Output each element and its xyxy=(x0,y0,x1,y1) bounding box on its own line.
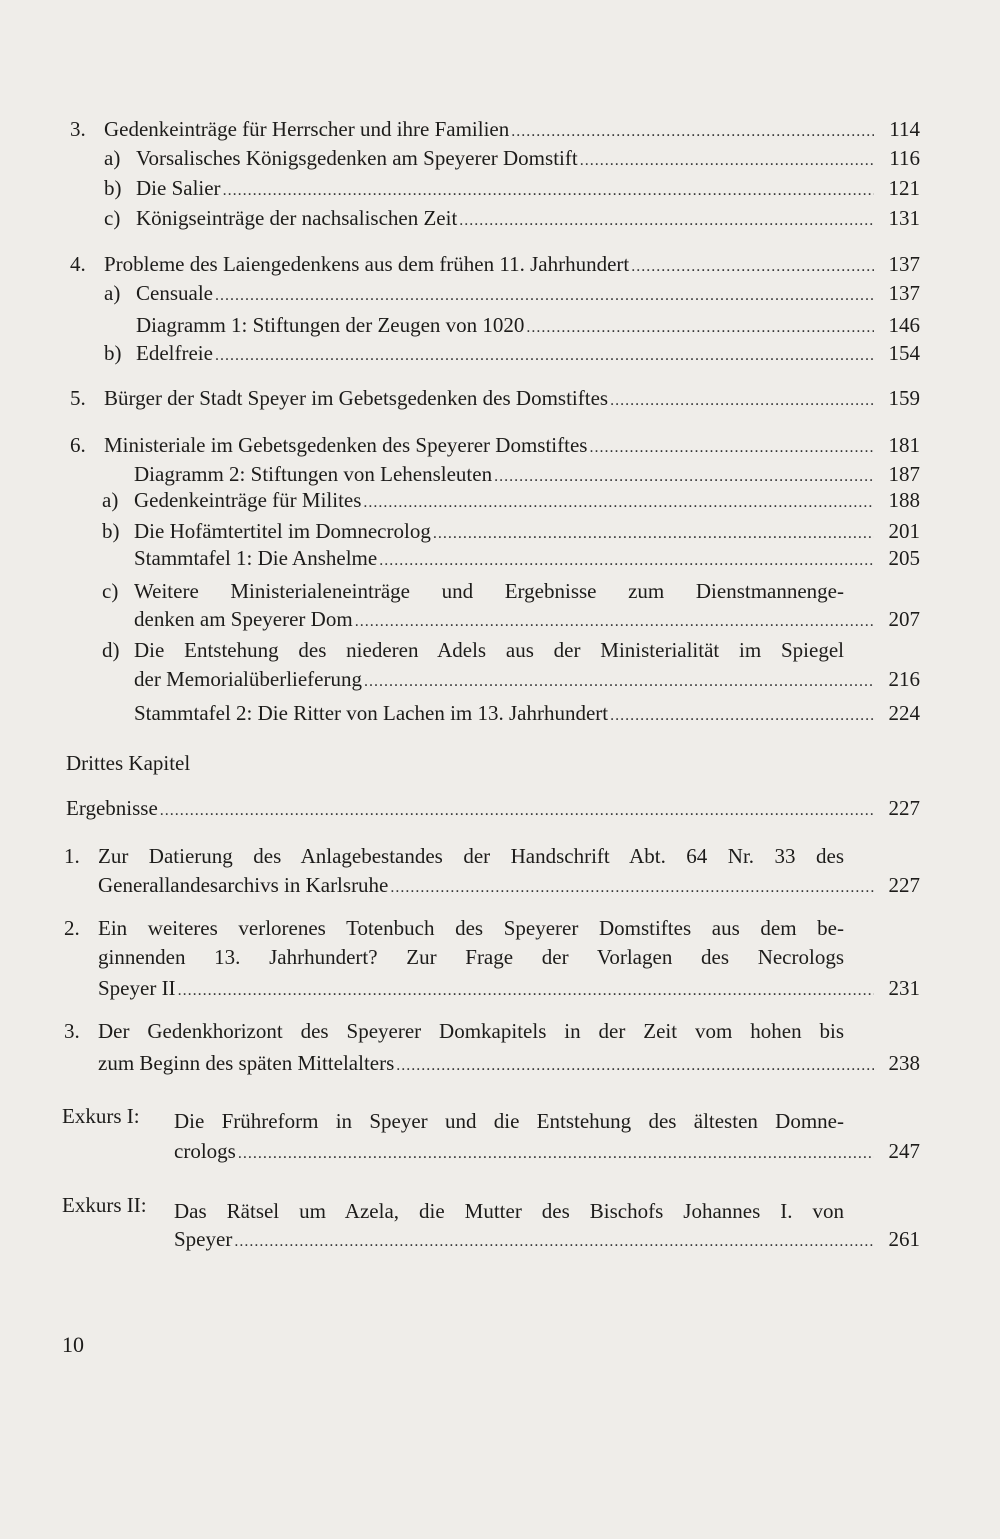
page-number: 114 xyxy=(889,117,920,141)
toc-entry-result-1-line-1 xyxy=(64,843,844,869)
dot-leader xyxy=(238,1141,874,1167)
entry-label: b) xyxy=(104,341,122,365)
dot-leader xyxy=(631,254,874,280)
entry-title: Stammtafel 2: Die Ritter von Lachen im 13. Jahrhundert xyxy=(134,701,609,725)
toc-entry-3c xyxy=(104,205,920,234)
entry-title: Gedenkeinträge für Milites xyxy=(134,488,362,512)
entry-title: Speyer II xyxy=(98,976,176,1000)
dot-leader xyxy=(526,315,874,341)
page-number: 188 xyxy=(888,488,920,512)
entry-title: Ergebnisse xyxy=(66,796,158,820)
toc-entry-section-5 xyxy=(70,385,920,414)
entry-title: Speyer xyxy=(174,1227,233,1251)
dot-leader xyxy=(511,119,874,145)
dot-leader xyxy=(234,1229,874,1255)
entry-title: der Memorialüberlieferung xyxy=(134,667,362,691)
entry-number: 2. xyxy=(64,916,80,940)
toc-entry-result-3-line-1 xyxy=(64,1018,844,1044)
toc-entry-6a xyxy=(102,487,920,516)
entry-label: a) xyxy=(104,146,121,170)
page-number: 159 xyxy=(888,386,920,410)
dot-leader xyxy=(379,548,874,574)
page-number: 146 xyxy=(888,313,920,337)
entry-title: Die Frühreform in Speyer und die Entstehung des ältesten Domne- xyxy=(174,1109,844,1133)
dot-leader xyxy=(396,1053,874,1079)
page-number: 261 xyxy=(888,1227,920,1251)
entry-number: 1. xyxy=(64,844,80,868)
toc-entry-result-2-line-2 xyxy=(98,944,844,970)
entry-number: 3. xyxy=(64,1019,80,1043)
page-number: 216 xyxy=(888,667,920,691)
toc-entry-6d-line-2 xyxy=(134,666,920,695)
exkurs-2-label: Exkurs II: xyxy=(62,1193,147,1217)
dot-leader xyxy=(610,388,874,414)
page-number: 231 xyxy=(888,976,920,1000)
toc-entry-result-2-line-1 xyxy=(64,915,844,941)
entry-number: 3. xyxy=(70,117,86,141)
entry-title: Diagramm 2: Stiftungen von Lehensleuten xyxy=(134,462,493,486)
entry-title: Weitere Ministerialeneinträge und Ergebnisse zum Dienstmannenge- xyxy=(134,579,844,603)
chapter-heading: Drittes Kapitel xyxy=(66,751,191,775)
entry-title: zum Beginn des späten Mittelalters xyxy=(98,1051,395,1075)
toc-entry-section-3 xyxy=(70,116,920,145)
entry-label: c) xyxy=(102,579,119,603)
entry-label: a) xyxy=(104,281,121,305)
dot-leader xyxy=(589,435,874,461)
toc-entry-4a xyxy=(104,280,920,309)
entry-title: Die Hofämtertitel im Domnecrolog xyxy=(134,519,431,543)
entry-number: 6. xyxy=(70,433,86,457)
page-number: 205 xyxy=(888,546,920,570)
entry-label: a) xyxy=(102,488,119,512)
page-number: 247 xyxy=(888,1139,920,1163)
toc-entry-result-3-line-2 xyxy=(98,1050,920,1079)
entry-title: crologs xyxy=(174,1139,236,1163)
entry-title: Ein weiteres verlorenes Totenbuch des Speyerer Domstiftes aus dem be- xyxy=(98,916,844,940)
entry-title: Gedenkeinträge für Herrscher und ihre Familien xyxy=(104,117,510,141)
entry-label: d) xyxy=(102,638,120,662)
entry-title: Die Salier xyxy=(136,176,221,200)
exkurs-1-label: Exkurs I: xyxy=(62,1104,140,1128)
page-number: 116 xyxy=(889,146,920,170)
toc-entry-section-4 xyxy=(70,251,920,280)
toc-entry-ergebnisse xyxy=(66,795,920,824)
entry-number: 4. xyxy=(70,252,86,276)
toc-entry-result-1-line-2 xyxy=(98,872,920,901)
dot-leader xyxy=(364,669,874,695)
entry-label: b) xyxy=(102,519,120,543)
entry-title: ginnenden 13. Jahrhundert? Zur Frage der Vorlagen des Necrologs xyxy=(98,945,844,969)
entry-title: Diagramm 1: Stiftungen der Zeugen von 1020 xyxy=(136,313,525,337)
page-number: 181 xyxy=(888,433,920,457)
entry-label: c) xyxy=(104,206,121,230)
page-number: 131 xyxy=(888,206,920,230)
toc-entry-section-6 xyxy=(70,432,920,461)
toc-entry-4b xyxy=(104,340,920,369)
page-number: 227 xyxy=(888,796,920,820)
page-folio-number: 10 xyxy=(62,1332,84,1357)
toc-entry-diagram-1 xyxy=(136,312,920,341)
page-number: 207 xyxy=(888,607,920,631)
dot-leader xyxy=(355,609,874,635)
entry-title: Probleme des Laiengedenkens aus dem frühen 11. Jahrhundert xyxy=(104,252,630,276)
entry-title: Der Gedenkhorizont des Speyerer Domkapitels in der Zeit vom hohen bis xyxy=(98,1019,844,1043)
entry-title: Ministeriale im Gebetsgedenken des Speyerer Domstiftes xyxy=(104,433,588,457)
page-number: 154 xyxy=(888,341,920,365)
dot-leader xyxy=(363,490,874,516)
dot-leader xyxy=(215,343,874,369)
toc-entry-exkurs-2-line-1 xyxy=(174,1198,844,1224)
page-number: 227 xyxy=(888,873,920,897)
toc-entry-exkurs-1-line-2 xyxy=(174,1138,920,1167)
entry-title: Generallandesarchivs in Karlsruhe xyxy=(98,873,389,897)
entry-title: denken am Speyerer Dom xyxy=(134,607,353,631)
entry-title: Die Entstehung des niederen Adels aus der Ministerialität im Spiegel xyxy=(134,638,844,662)
page-number: 201 xyxy=(888,519,920,543)
dot-leader xyxy=(390,875,874,901)
entry-title: Zur Datierung des Anlagebestandes der Handschrift Abt. 64 Nr. 33 des xyxy=(98,844,844,868)
entry-title: Königseinträge der nachsalischen Zeit xyxy=(136,206,458,230)
dot-leader xyxy=(610,703,874,729)
entry-title: Bürger der Stadt Speyer im Gebetsgedenken des Domstiftes xyxy=(104,386,609,410)
entry-number: 5. xyxy=(70,386,86,410)
entry-title: Edelfreie xyxy=(136,341,213,365)
page-number: 121 xyxy=(888,176,920,200)
toc-entry-3a xyxy=(104,145,920,174)
toc-entry-6d-line-1 xyxy=(102,637,844,663)
page-number: 238 xyxy=(888,1051,920,1075)
entry-title: Stammtafel 1: Die Anshelme xyxy=(134,546,378,570)
toc-entry-stammtafel-2 xyxy=(134,700,920,729)
toc-entry-exkurs-1-line-1 xyxy=(174,1108,844,1134)
dot-leader xyxy=(223,178,874,204)
page-number: 187 xyxy=(888,462,920,486)
toc-entry-6b xyxy=(102,518,920,547)
toc-entry-exkurs-2-line-2 xyxy=(174,1226,920,1255)
toc-entry-6c-line-1 xyxy=(102,578,844,604)
dot-leader xyxy=(433,521,874,547)
toc-entry-diagram-2 xyxy=(134,461,920,490)
page-number: 224 xyxy=(888,701,920,725)
page-number: 137 xyxy=(888,252,920,276)
dot-leader xyxy=(580,148,874,174)
toc-entry-3b xyxy=(104,175,920,204)
toc-entry-result-2-line-3 xyxy=(98,975,920,1004)
entry-title: Censuale xyxy=(136,281,213,305)
dot-leader xyxy=(160,798,874,824)
toc-entry-stammtafel-1 xyxy=(134,545,920,574)
dot-leader xyxy=(215,283,874,309)
dot-leader xyxy=(178,978,874,1004)
page-number: 137 xyxy=(888,281,920,305)
entry-title: Vorsalisches Königsgedenken am Speyerer Domstift xyxy=(136,146,578,170)
dot-leader xyxy=(459,208,874,234)
toc-entry-6c-line-2 xyxy=(134,606,920,635)
entry-label: b) xyxy=(104,176,122,200)
entry-title: Das Rätsel um Azela, die Mutter des Bischofs Johannes I. von xyxy=(174,1199,844,1223)
